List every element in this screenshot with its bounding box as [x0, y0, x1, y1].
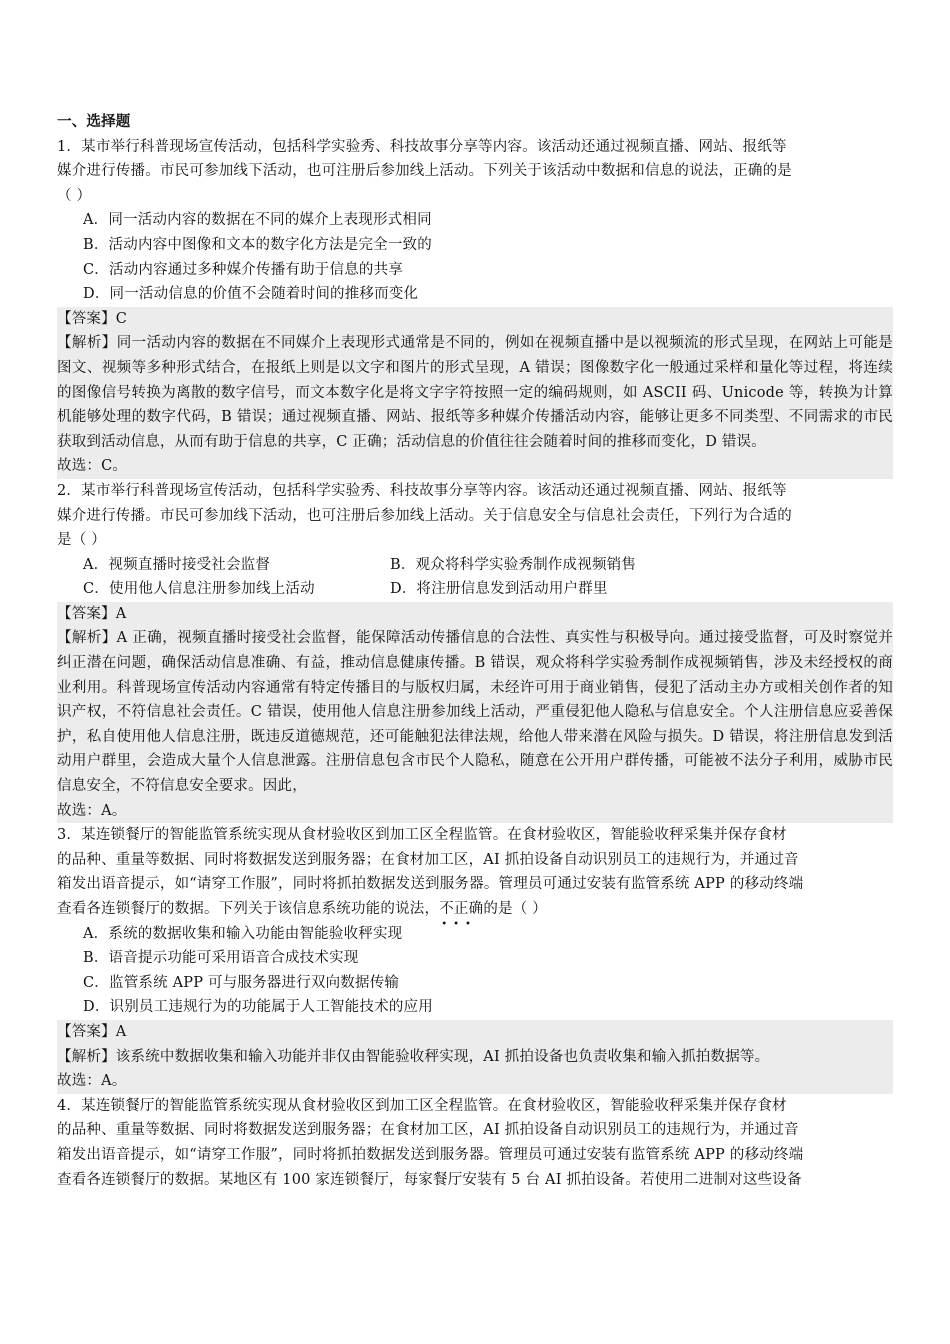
question-2	[57, 479, 893, 823]
answer-block	[57, 1020, 893, 1094]
option-a: A．视频直播时接受社会监督	[83, 556, 271, 573]
stem-suffix: 的是（ ）	[483, 901, 547, 917]
option-c: C．活动内容通过多种媒介传播有助于信息的共享	[83, 261, 403, 278]
question-stem-line: 查看各连锁餐厅的数据。某地区有 100 家连锁餐厅，每家餐厅安装有 5 台 AI 抓拍设备。若使用二进制对这些设备	[57, 1171, 802, 1188]
emphasis-text	[439, 901, 484, 930]
section-title: 一、选择题	[57, 113, 131, 130]
answer-block	[57, 307, 893, 479]
option-c: C．使用他人信息注册参加线上活动	[83, 581, 315, 598]
question-3	[57, 823, 893, 1094]
question-stem-line: （ ）	[57, 187, 92, 204]
question-stem-line: 媒介进行传播。市民可参加线下活动，也可注册后参加线上活动。下列关于该活动中数据和信息的说法，正确的是	[57, 163, 792, 180]
option-b: B．语音提示功能可采用语音合成技术实现	[83, 950, 359, 967]
emphasis-word: 不正确	[439, 901, 484, 917]
question-1	[57, 135, 893, 479]
option-b: B．观众将科学实验秀制作成视频销售	[390, 556, 637, 573]
stem-prefix: 查看各连锁餐厅的数据。下列关于该信息系统功能的说法，	[57, 901, 440, 917]
conclusion: 故选：A。	[57, 802, 127, 819]
answer-block	[57, 602, 893, 823]
question-stem-line: 箱发出语音提示，如“请穿工作服”，同时将抓拍数据发送到服务器。管理员可通过安装有监管系统 APP 的移动终端	[57, 1146, 804, 1163]
analysis: 【解析】该系统中数据收集和输入功能并非仅由智能验收秤实现，AI 抓拍设备也负责收集和输入抓拍数据等。	[57, 1048, 770, 1065]
answer: 【答案】A	[57, 605, 127, 622]
document-page	[57, 110, 893, 1192]
question-stem-line: 的品种、重量等数据、同时将数据发送到服务器；在食材加工区，AI 抓拍设备自动识别员工的违规行为，并通过音	[57, 851, 799, 868]
question-stem-line: 媒介进行传播。市民可参加线下活动，也可注册后参加线上活动。关于信息安全与信息社会责任，下列行为合适的	[57, 507, 792, 524]
option-d: D．同一活动信息的价值不会随着时间的推移而变化	[83, 286, 419, 303]
question-4	[57, 1094, 893, 1192]
analysis: 【解析】A 正确，视频直播时接受社会监督，能保障活动传播信息的合法性、真实性与积极导向。通过接受监督，可及时察觉并纠正潜在问题，确保活动信息准确、有益，推动信息健康传播。B 错误，观众将科学实验秀制作成视频销售，涉及未经授权的商业利用。科普现场宣传活动内容通常有特定传播目的与版权归属，未经许可用于商业销售，侵犯了活动主办方或相关创作者的知识产权，不符信息社会责任。C 错误，使用他人信息注册参加线上活动，严重侵犯他人隐私与信息安全。个人注册信息应妥善保护，私自使用他人信息注册，既违反道德规范，还可能触犯法律法规，给他人带来潜在风险与损失。D 错误，将注册信息发到活动用户群里，会造成大量个人信息泄露。注册信息包含市民个人隐私，随意在公开用户群传播，可能被不法分子利用，威胁市民信息安全，不符信息安全要求。因此，	[57, 630, 893, 795]
question-stem-line: 是（ ）	[57, 532, 106, 549]
conclusion: 故选：A。	[57, 1073, 127, 1090]
options-row-1	[57, 553, 893, 578]
question-stem-line: 2．某市举行科普现场宣传活动，包括科学实验秀、科技故事分享等内容。该活动还通过视频直播、网站、报纸等	[57, 482, 787, 499]
emphasis-dots: •••	[441, 919, 477, 930]
analysis: 【解析】同一活动内容的数据在不同媒介上表现形式通常是不同的，例如在视频直播中是以视频流的形式呈现，在网站上可能是图文、视频等多种形式结合，在报纸上则是以文字和图片的形式呈现，A 错误；图像数字化一般通过采样和量化等过程，将连续的图像信号转换为离散的数字信号，而文本数字化是将文字字符按照一定的编码规则，如 ASCII 码、Unicode 等，转换为计算机能够处理的数字代码，B 错误；通过视频直播、网站、报纸等多种媒介传播活动内容，能够让更多不同类型、不同需求的市民获取到活动信息，从而有助于信息的共享，C 正确；活动信息的价值往往会随着时间的推移而变化，D 错误。	[57, 335, 893, 450]
question-stem-line: 的品种、重量等数据、同时将数据发送到服务器；在食材加工区，AI 抓拍设备自动识别员工的违规行为，并通过音	[57, 1122, 799, 1139]
question-stem-line: 3．某连锁餐厅的智能监管系统实现从食材验收区到加工区全程监管。在食材验收区，智能验收秤采集并保存食材	[57, 827, 787, 844]
question-stem-line: 4．某连锁餐厅的智能监管系统实现从食材验收区到加工区全程监管。在食材验收区，智能验收秤采集并保存食材	[57, 1097, 787, 1114]
option-a: A．系统的数据收集和输入功能由智能验收秤实现	[83, 925, 403, 942]
option-d: D．识别员工违规行为的功能属于人工智能技术的应用	[83, 999, 433, 1016]
answer: 【答案】A	[57, 1023, 127, 1040]
option-d: D．将注册信息发到活动用户群里	[390, 581, 608, 598]
question-stem-line: 箱发出语音提示，如“请穿工作服”，同时将抓拍数据发送到服务器。管理员可通过安装有监管系统 APP 的移动终端	[57, 876, 804, 893]
option-a: A．同一活动内容的数据在不同的媒介上表现形式相同	[83, 212, 432, 229]
option-c: C．监管系统 APP 可与服务器进行双向数据传输	[83, 974, 400, 991]
question-stem-line	[57, 897, 893, 930]
option-b: B．活动内容中图像和文本的数字化方法是完全一致的	[83, 236, 432, 253]
answer: 【答案】C	[57, 310, 128, 327]
options-row-2	[57, 577, 893, 602]
question-stem-line: 1．某市举行科普现场宣传活动，包括科学实验秀、科技故事分享等内容。该活动还通过视频直播、网站、报纸等	[57, 138, 787, 155]
conclusion: 故选：C。	[57, 458, 128, 475]
